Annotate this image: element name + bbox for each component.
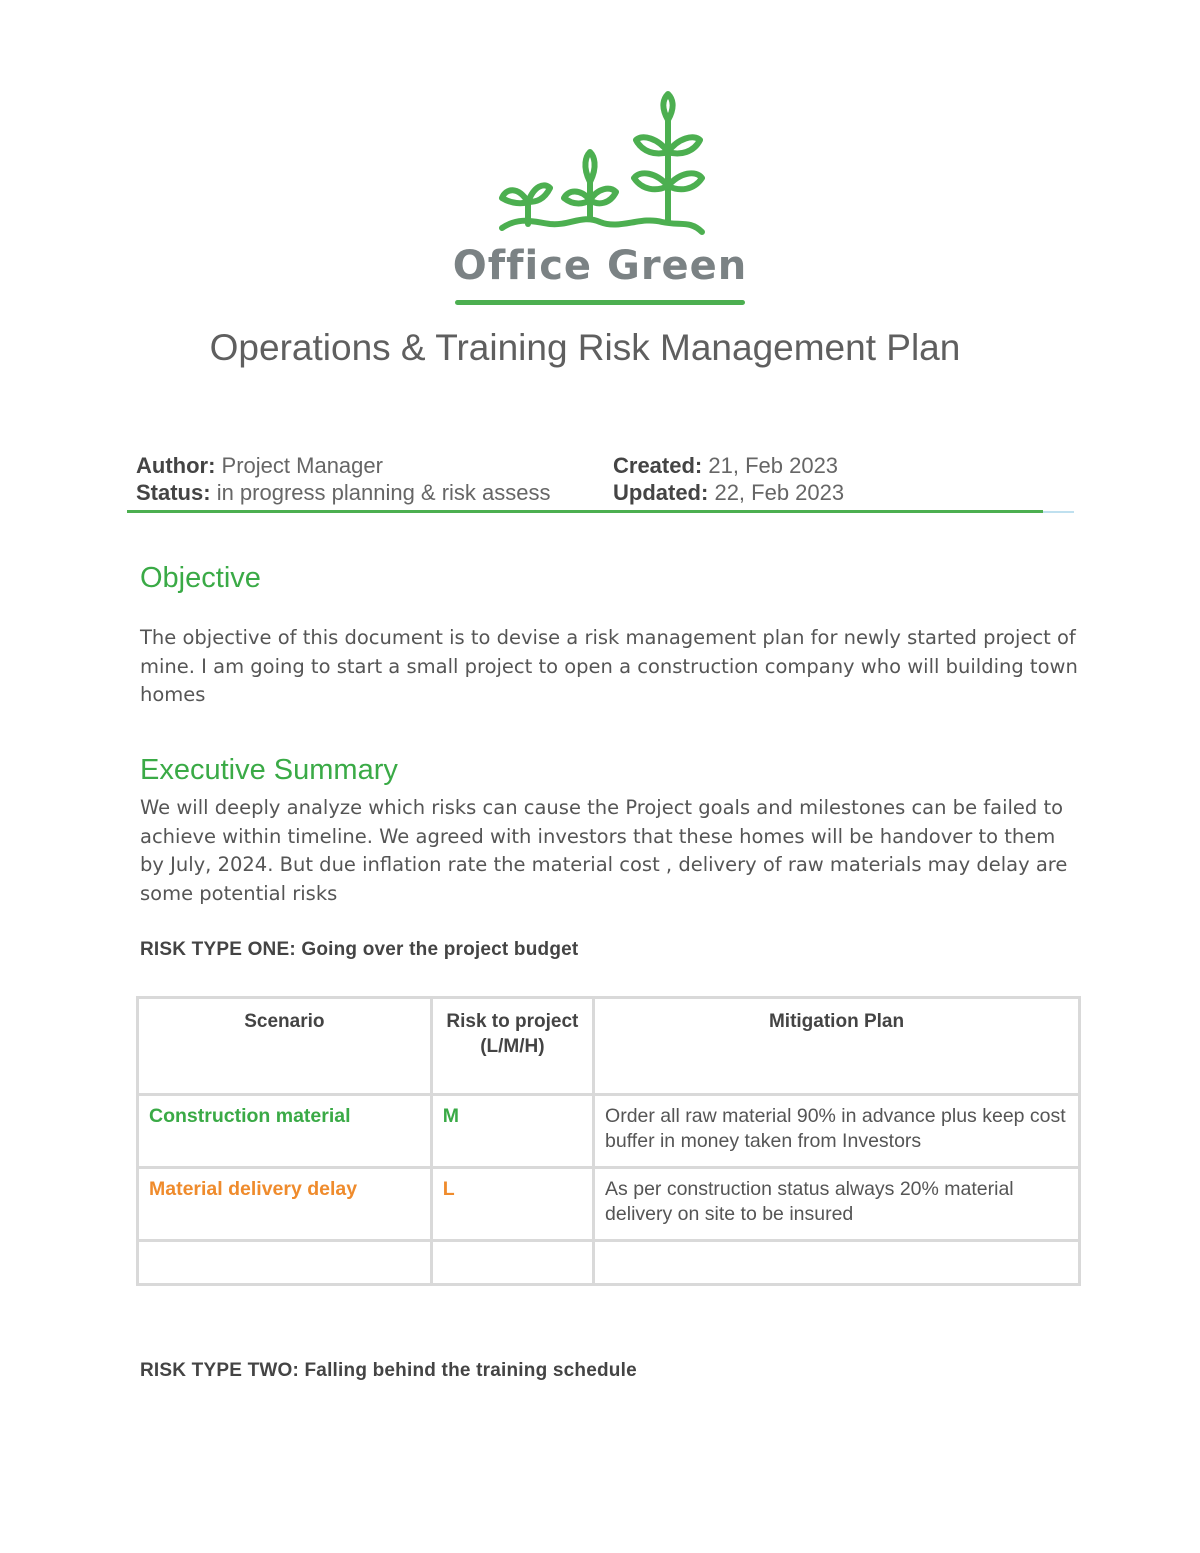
updated-row	[613, 479, 844, 506]
sprouting-plants-icon	[490, 90, 720, 240]
created-value: 21, Feb 2023	[708, 453, 839, 478]
table-header-row	[138, 998, 1080, 1095]
risk-cell: L	[431, 1168, 593, 1241]
updated-value: 22, Feb 2023	[714, 480, 845, 505]
objective-heading: Objective	[140, 562, 261, 594]
document-title: Operations & Training Risk Management Plan	[209, 327, 961, 368]
risk-type-one-heading: RISK TYPE ONE: Going over the project budget	[140, 939, 579, 960]
scenario-cell	[138, 1241, 432, 1285]
brand-underline	[455, 300, 745, 305]
created-label: Created:	[613, 453, 703, 478]
header-risk: Risk to project (L/M/H)	[431, 998, 593, 1095]
updated-label: Updated:	[613, 480, 709, 505]
risk-type-two-heading: RISK TYPE TWO: Falling behind the training schedule	[140, 1360, 637, 1381]
header-scenario: Scenario	[138, 998, 432, 1095]
header-divider	[127, 510, 1043, 513]
status-label: Status:	[136, 480, 211, 505]
risk-cell: M	[431, 1095, 593, 1168]
meta-left	[136, 452, 551, 506]
risk-cell	[431, 1241, 593, 1285]
header-mitigation: Mitigation Plan	[594, 998, 1080, 1095]
executive-summary-body: We will deeply analyze which risks can cause the Project goals and milestones can be failed to achieve within timeline. We agreed with investors that these homes will be handover to them by July, 2024. But due inflation rate the material cost , delivery of raw materials may delay are some potential risks	[140, 796, 1068, 905]
meta-right	[613, 452, 844, 506]
executive-summary-heading: Executive Summary	[140, 754, 398, 786]
scenario-cell: Material delivery delay	[138, 1168, 432, 1241]
author-value: Project Manager	[221, 453, 383, 478]
status-value: in progress planning & risk assess	[216, 480, 551, 505]
created-row	[613, 452, 844, 479]
status-row	[136, 479, 551, 506]
scenario-cell: Construction material	[138, 1095, 432, 1168]
author-label: Author:	[136, 453, 216, 478]
mitigation-cell: As per construction status always 20% material delivery on site to be insured	[594, 1168, 1080, 1241]
brand-name: Office Green	[452, 243, 748, 289]
mitigation-cell	[594, 1241, 1080, 1285]
risk-table	[136, 996, 1081, 1286]
header-divider-tail	[1043, 511, 1074, 513]
table-row	[138, 1241, 1080, 1285]
author-row	[136, 452, 551, 479]
objective-body: The objective of this document is to devise a risk management plan for newly started project of mine. I am going to start a small project to open a construction company who will building town homes	[140, 626, 1078, 706]
mitigation-cell: Order all raw material 90% in advance plus keep cost buffer in money taken from Investors	[594, 1095, 1080, 1168]
table-row	[138, 1095, 1080, 1168]
table-row	[138, 1168, 1080, 1241]
